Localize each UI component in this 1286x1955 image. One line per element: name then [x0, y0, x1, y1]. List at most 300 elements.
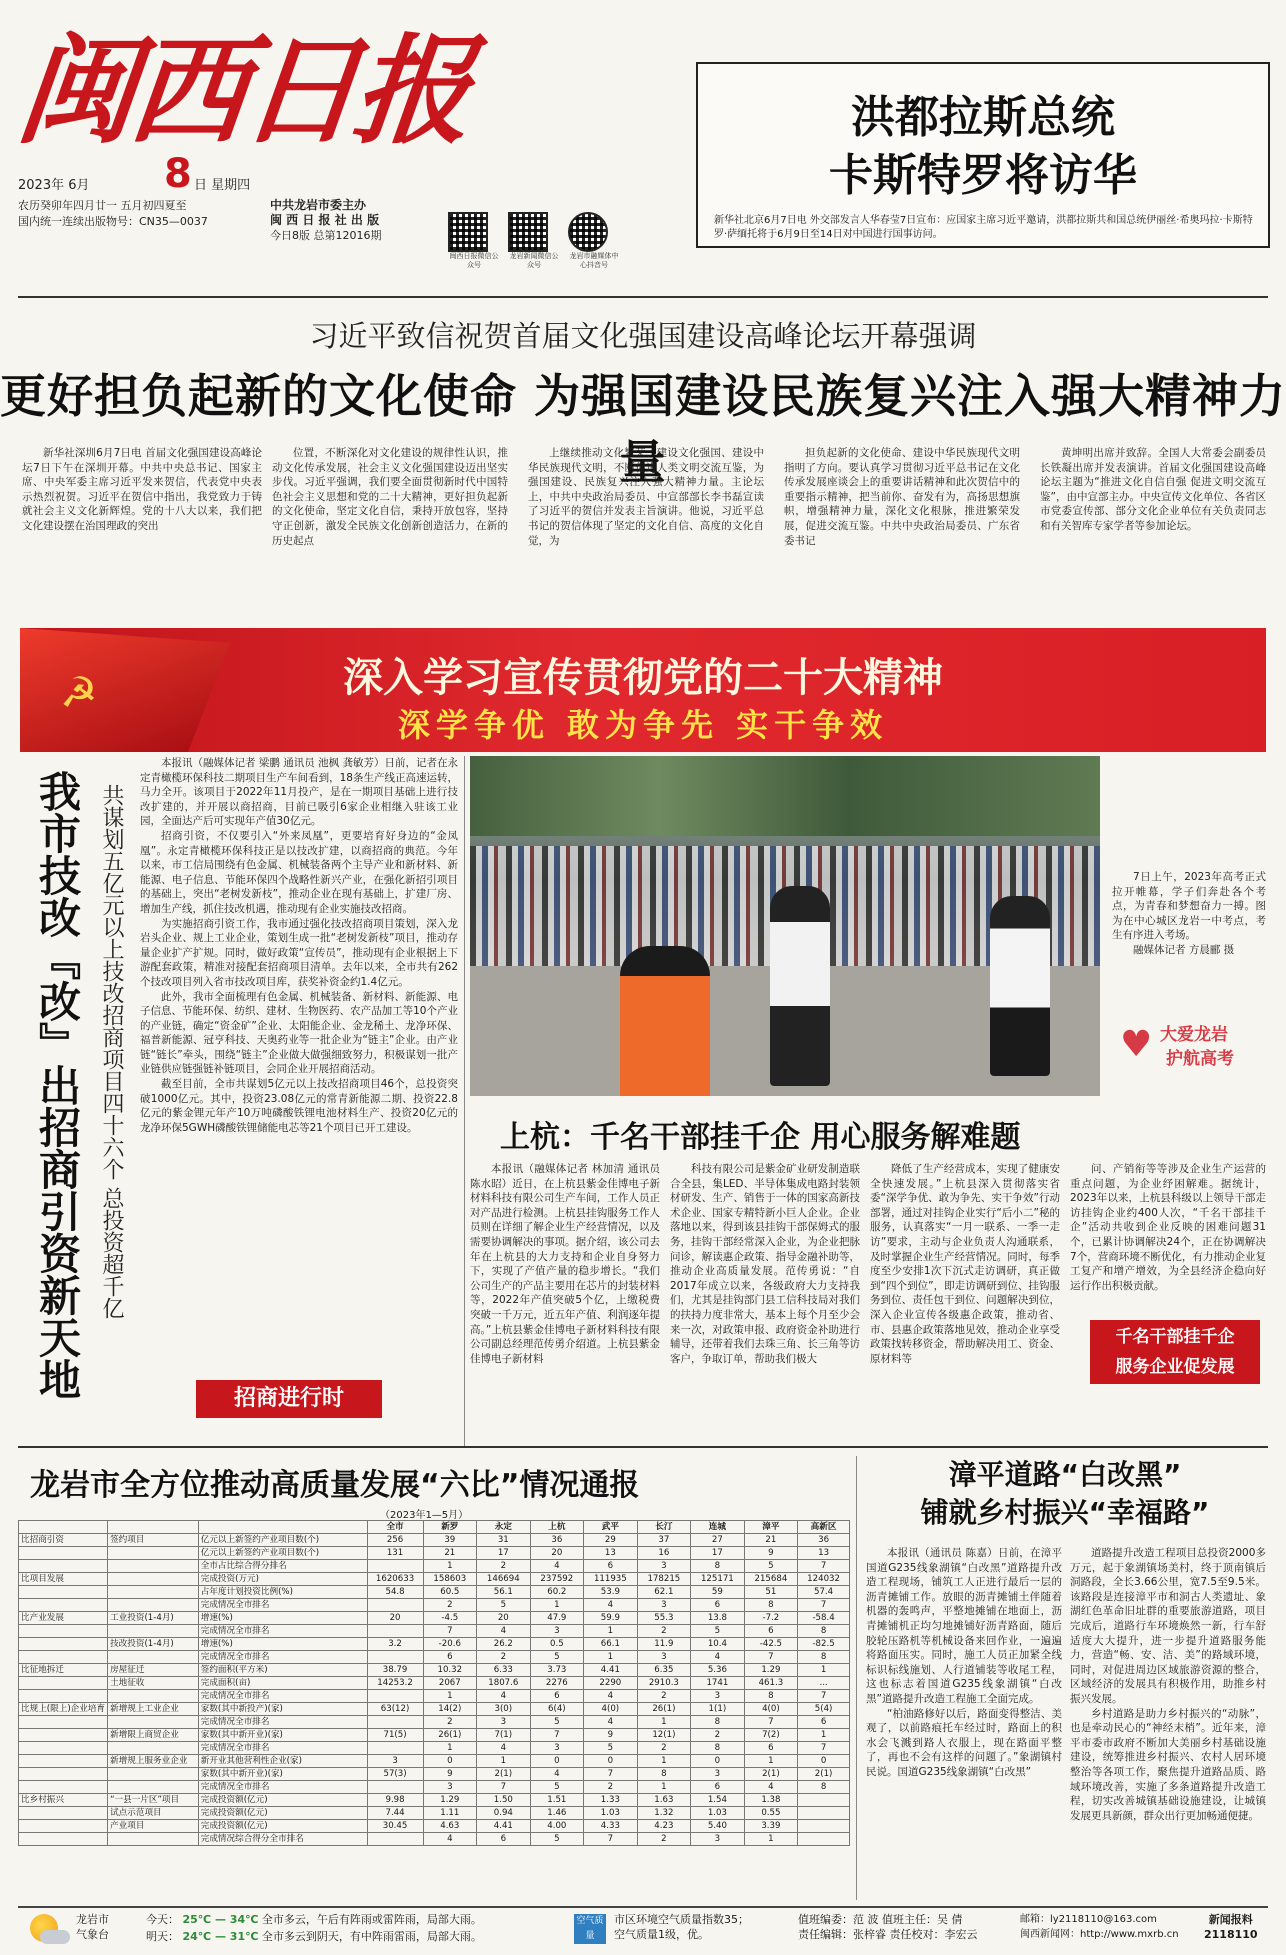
table-cell: 亿元以上新签约产业项目数(个): [198, 1534, 367, 1547]
weather-today: 今天： 25℃ — 34℃ 全市多云，午后有阵雨或雷阵雨，局部大雨。: [146, 1913, 482, 1926]
table-cell: 4.41: [477, 1820, 531, 1833]
table-cell: 1: [798, 1729, 850, 1742]
table-cell: 4(0): [744, 1703, 798, 1716]
table-row: [19, 1703, 850, 1716]
table-cell: [19, 1820, 108, 1833]
table-cell: [367, 1716, 423, 1729]
table-cell: 2: [423, 1599, 477, 1612]
weekday: 日 星期四: [194, 178, 251, 193]
table-row: [19, 1677, 850, 1690]
table-cell: [798, 1794, 850, 1807]
table-cell: 1.11: [423, 1807, 477, 1820]
table-cell: 2: [637, 1742, 691, 1755]
table-cell: 9: [423, 1768, 477, 1781]
table-cell: 7(2): [744, 1729, 798, 1742]
table-cell: 8: [691, 1716, 745, 1729]
table-cell: 家数(其中新投产)(家): [198, 1703, 367, 1716]
table-cell: 71(5): [367, 1729, 423, 1742]
table-header-cell: 新罗: [423, 1521, 477, 1534]
table-cell: 1.46: [530, 1807, 584, 1820]
shanghang-col-2: 科技有限公司是紫金矿业研发制造联合全县，集LED、半导体集成电路封装领材研发、生产、销售于一体的国家高新技术企业、国家专精特新小巨人企业。企业落地以来，得到该县挂钩干部保姆式的服务，挂钩干部经常深入企业，为企业把脉问诊，解读惠企政策、指导金融补助等，推动企业高质量发展。范传勇说：“自2017年成立以来，各级政府大力支持我们，尤其是挂钩部门县工信科技局对我们的扶持力度非常大，基本上每个月至少会来一次，对政策申报、政府资金补助进行辅导，还带着我们去珠三角、长三角等访客户，争取订单，帮助我们极大: [670, 1163, 860, 1365]
table-cell: 256: [367, 1534, 423, 1547]
table-cell: [798, 1820, 850, 1833]
party-banner: [20, 628, 1266, 752]
table-cell: 20: [367, 1612, 423, 1625]
table-cell: 1: [637, 1781, 691, 1794]
photo-credit: 融媒体记者 方晨郦 摄: [1133, 943, 1235, 956]
table-cell: -42.5: [744, 1638, 798, 1651]
publisher-info: [270, 198, 400, 243]
table-cell: 215684: [744, 1573, 798, 1586]
table-cell: 9.98: [367, 1794, 423, 1807]
table-cell: [367, 1651, 423, 1664]
table-cell: -20.6: [423, 1638, 477, 1651]
table-cell: 2290: [584, 1677, 638, 1690]
cn-number: 国内统一连续出版物号：CN35—0037: [18, 215, 208, 228]
table-cell: 1: [637, 1755, 691, 1768]
table-cell: 1: [744, 1755, 798, 1768]
table-row: [19, 1651, 850, 1664]
table-row: [19, 1573, 850, 1586]
table-header-cell: 高新区: [798, 1521, 850, 1534]
table-cell: 2(1): [798, 1768, 850, 1781]
lead-column-1: 新华社深圳6月7日电 首届文化强国建设高峰论坛7日下午在深圳开幕。中共中央总书记、国家主席、中央军委主席习近平发来贺信，代表党中央表示热烈祝贺。习近平在贺信中指出，我党致力于铸就社会主义文化新辉煌。党的十八大以来，我们把文化建设摆在治国理政的突出: [22, 447, 262, 532]
table-cell: 3: [530, 1625, 584, 1638]
table-cell: 0: [691, 1755, 745, 1768]
table-row: [19, 1638, 850, 1651]
table-cell: 60.5: [423, 1586, 477, 1599]
table-cell: 36: [798, 1534, 850, 1547]
gaokao-photo[interactable]: [470, 756, 1100, 1096]
table-cell: 5.36: [691, 1664, 745, 1677]
table-cell: [798, 1833, 850, 1846]
table-cell: 53.9: [584, 1586, 638, 1599]
table-header-row: [19, 1521, 850, 1534]
table-row: [19, 1599, 850, 1612]
table-cell: [367, 1781, 423, 1794]
table-cell: 2: [691, 1729, 745, 1742]
table-cell: 试点示范项目: [108, 1807, 199, 1820]
table-cell: 家数(其中新开业)(家): [198, 1729, 367, 1742]
table-cell: 55.3: [637, 1612, 691, 1625]
table-cell: 0.5: [530, 1638, 584, 1651]
table-cell: 1.32: [637, 1807, 691, 1820]
table-cell: 9: [584, 1729, 638, 1742]
table-cell: 4: [530, 1560, 584, 1573]
table-cell: [19, 1742, 108, 1755]
zhangping-headline[interactable]: 漳平道路“白改黑” 铺就乡村振兴“幸福路”: [920, 1458, 1210, 1529]
table-cell: 4: [584, 1599, 638, 1612]
table-cell: 1.50: [477, 1794, 531, 1807]
table-cell: 8: [798, 1781, 850, 1794]
table-cell: 签约项目: [108, 1534, 199, 1547]
table-cell: [108, 1586, 199, 1599]
table-cell: 36: [530, 1534, 584, 1547]
table-cell: 3: [637, 1560, 691, 1573]
table-cell: 2: [584, 1781, 638, 1794]
table-cell: 2: [637, 1625, 691, 1638]
table-row: [19, 1547, 850, 1560]
qr-code-icon: [568, 212, 608, 252]
badge-line-2: 护航高考: [1166, 1049, 1234, 1069]
qr-label: 龙岩新闻微信公众号: [509, 252, 559, 269]
table-cell: 4: [423, 1833, 477, 1846]
table-cell: 29: [584, 1534, 638, 1547]
table-cell: 3: [367, 1755, 423, 1768]
qr-code-icon: [448, 212, 488, 252]
table-header-cell: 武平: [584, 1521, 638, 1534]
table-cell: 完成情况全市排名: [198, 1599, 367, 1612]
table-row: [19, 1755, 850, 1768]
lead-column-2: 位置，不断深化对文化建设的规律性认识，推动文化传承发展，社会主义文化强国建设迈出坚实步伐。习近平强调，我们要全面贯彻新时代中国特色社会主义思想和党的二十大精神，更好担负起新的文化使命，坚定文化自信，秉持开放包容，坚持守正创新，激发全民族文化创新创造活力，在新的历史起点: [272, 447, 508, 547]
table-cell: 5: [530, 1651, 584, 1664]
table-cell: 60.2: [530, 1586, 584, 1599]
table-cell: 完成情况全市排名: [198, 1716, 367, 1729]
table-cell: 178215: [637, 1573, 691, 1586]
table-cell: 131: [367, 1547, 423, 1560]
table-row: [19, 1742, 850, 1755]
table-cell: 0: [530, 1755, 584, 1768]
table-cell: 57(3): [367, 1768, 423, 1781]
table-cell: 124032: [798, 1573, 850, 1586]
table-cell: 完成情况全市排名: [198, 1781, 367, 1794]
table-cell: 1.03: [691, 1807, 745, 1820]
table-cell: 57.4: [798, 1586, 850, 1599]
table-cell: 7: [584, 1768, 638, 1781]
editors: 值班编委：范 波 值班主任：吴 倩 责任编辑：张梓睿 责任校对：李宏云: [798, 1913, 978, 1941]
publisher-line-2: 闽 西 日 报 社 出 版: [270, 213, 380, 227]
table-cell: 签约面积(平方米): [198, 1664, 367, 1677]
table-cell: 6: [691, 1781, 745, 1794]
table-cell: [19, 1599, 108, 1612]
zhangping-col-1: 本报讯（通讯员 陈嘉）日前，在漳平国道G235线象湖镇“白改黑”道路提升改造工程现场，铺筑工人正进行最后一层的沥青摊铺工作。放眼的沥青摊铺土伴随着机器的轰鸣声，平整地摊铺在地面上，沥青摊铺机正均匀地摊铺好沥青路面，随后胶轮压路机等机械设备来回作业，一遍遍将路面压实。同时，施工人员正加紧全线标识标线施划、人行道铺装等收尾工程，这也标志着国道G235线象湖镇“白改黑”道路提升改造工程施工全面完成。 “柏油路修好以后，路面变得整洁、美观了，以前路痕托车经过时，路面上的积水会飞溅到路人衣服上，现在路面平整了，再也不会有这样的问题了。”象湖镇村民说。国道G235线象湖镇“白改黑”: [866, 1547, 1062, 1778]
table-cell: 比产业发展: [19, 1612, 108, 1625]
table-cell: 37: [637, 1534, 691, 1547]
qr-label: 龙岩市融媒体中心抖音号: [569, 252, 619, 269]
weather-tomorrow: 明天： 24℃ — 31℃ 全市多云到阴天，有中阵雨雷雨，局部大雨。: [146, 1930, 482, 1943]
table-cell: 4: [584, 1716, 638, 1729]
table-row: [19, 1781, 850, 1794]
table-cell: 11.9: [637, 1638, 691, 1651]
lead-headline[interactable]: 更好担负起新的文化使命 为强国建设民族复兴注入强大精神力量: [0, 369, 1286, 489]
table-header-cell: 漳平: [744, 1521, 798, 1534]
table-cell: 158603: [423, 1573, 477, 1586]
year-month: 2023年 6月: [18, 178, 90, 193]
table-row: [19, 1729, 850, 1742]
newspaper-name: 闽西日报: [10, 21, 474, 160]
table-cell: 1: [744, 1833, 798, 1846]
table-cell: 1: [423, 1690, 477, 1703]
table-cell: 新增限上商贸企业: [108, 1729, 199, 1742]
table-cell: 146694: [477, 1573, 531, 1586]
table-header-cell: 上杭: [530, 1521, 584, 1534]
table-cell: 13.8: [691, 1612, 745, 1625]
table-cell: 比征地拆迁: [19, 1664, 108, 1677]
table-cell: 3.2: [367, 1638, 423, 1651]
air-quality-label: 空气质量: [574, 1914, 606, 1944]
table-cell: 4: [530, 1768, 584, 1781]
table-cell: 6: [744, 1742, 798, 1755]
table-cell: 56.1: [477, 1586, 531, 1599]
photo-caption: 7日上午，2023年高考正式拉开帷幕，学子们奔赴各个考点，为青春和梦想奋力一搏。图为在中心城区龙岩一中考点，考生有序进入考场。 融媒体记者 方晨郦 摄: [1112, 871, 1266, 956]
table-cell: 51: [744, 1586, 798, 1599]
badge-line-1: 大爱龙岩: [1160, 1025, 1228, 1045]
table-cell: 完成情况全市排名: [198, 1742, 367, 1755]
table-cell: 产业项目: [108, 1820, 199, 1833]
news-hotline[interactable]: 新闻报料 2118110: [1204, 1913, 1258, 1941]
table-cell: 2276: [530, 1677, 584, 1690]
table-cell: 3.39: [744, 1820, 798, 1833]
table-cell: [19, 1560, 108, 1573]
table-cell: 完成投资(万元): [198, 1573, 367, 1586]
lunar-date: 农历癸卯年四月廿一 五月初四夏至: [18, 199, 187, 212]
weather-station: 龙岩市 气象台: [76, 1913, 109, 1941]
table-cell: 1.29: [423, 1794, 477, 1807]
table-header-cell: [198, 1521, 367, 1534]
table-cell: 1741: [691, 1677, 745, 1690]
table-cell: [108, 1573, 199, 1586]
table-cell: [108, 1560, 199, 1573]
table-cell: [108, 1547, 199, 1560]
table-cell: 3: [477, 1716, 531, 1729]
table-cell: 1: [423, 1742, 477, 1755]
table-cell: 20: [477, 1612, 531, 1625]
table-row: [19, 1690, 850, 1703]
table-row: [19, 1833, 850, 1846]
table-cell: 3: [530, 1742, 584, 1755]
table-cell: 1: [584, 1625, 638, 1638]
lead-column-4: 担负起新的文化使命、建设中华民族现代文明指明了方向。要认真学习贯彻习近平总书记在文化传承发展座谈会上的重要讲话精神和此次贺信中的重要指示精神，把当前你、奋发有为，高扬思想旗帜，增强精神力量，深化文化根脉，推进繁荣发展，促进交流互鉴。中共中央政治局委员、广东省委书记: [784, 447, 1020, 547]
hammer-sickle-icon: ☭: [60, 668, 98, 717]
table-cell: 9: [744, 1547, 798, 1560]
table-cell: 31: [477, 1534, 531, 1547]
qr-label: 闽西日报微信公众号: [449, 252, 499, 269]
table-row: [19, 1625, 850, 1638]
table-cell: [367, 1625, 423, 1638]
qr-code-2[interactable]: [508, 212, 560, 270]
table-cell: 1.63: [637, 1794, 691, 1807]
tech-headline[interactable]: 我市技改『改』出招商引资新天地: [33, 770, 82, 1400]
table-cell: “一县一片区”项目: [108, 1794, 199, 1807]
table-cell: 30.45: [367, 1820, 423, 1833]
contact-info[interactable]: 邮箱：ly2118110@163.com 闽西新闻网：http://www.mxrb.cn: [1020, 1914, 1179, 1940]
table-cell: 1: [584, 1651, 638, 1664]
table-cell: 2: [477, 1651, 531, 1664]
table-cell: 6: [477, 1833, 531, 1846]
table-cell: 4.00: [530, 1820, 584, 1833]
table-cell: 完成情况全市排名: [198, 1690, 367, 1703]
table-cell: 新增规上工业企业: [108, 1703, 199, 1716]
gaokao-badge: [1120, 1016, 1260, 1074]
table-cell: 4: [584, 1690, 638, 1703]
issue-day: 8: [164, 151, 192, 197]
table-cell: 21: [744, 1534, 798, 1547]
table-cell: 完成投资额(亿元): [198, 1807, 367, 1820]
table-cell: 4: [691, 1651, 745, 1664]
table-cell: 4: [477, 1742, 531, 1755]
table-cell: 10.32: [423, 1664, 477, 1677]
table-cell: 完成投资额(亿元): [198, 1794, 367, 1807]
table-cell: [19, 1690, 108, 1703]
table-cell: 8: [691, 1560, 745, 1573]
table-cell: 比项目发展: [19, 1573, 108, 1586]
top-news-box[interactable]: [696, 62, 1270, 248]
table-cell: [108, 1833, 199, 1846]
table-cell: 占年度计划投资比例(%): [198, 1586, 367, 1599]
table-cell: 2: [637, 1833, 691, 1846]
table-row: [19, 1768, 850, 1781]
six-table: [18, 1520, 850, 1846]
table-cell: 1: [477, 1755, 531, 1768]
table-cell: 59.9: [584, 1612, 638, 1625]
table-cell: 4: [744, 1781, 798, 1794]
table-cell: 111935: [584, 1573, 638, 1586]
table-cell: 7: [798, 1560, 850, 1573]
table-cell: 2: [423, 1716, 477, 1729]
table-cell: [108, 1690, 199, 1703]
table-cell: 3: [691, 1768, 745, 1781]
table-cell: 54.8: [367, 1586, 423, 1599]
table-cell: 20: [530, 1547, 584, 1560]
table-cell: 1807.6: [477, 1677, 531, 1690]
table-cell: 2: [477, 1560, 531, 1573]
table-cell: [19, 1807, 108, 1820]
table-cell: [108, 1768, 199, 1781]
table-cell: [19, 1638, 108, 1651]
table-row: [19, 1794, 850, 1807]
table-cell: 4.33: [584, 1820, 638, 1833]
table-cell: 1.54: [691, 1794, 745, 1807]
table-cell: 1(1): [691, 1703, 745, 1716]
table-cell: 0: [584, 1755, 638, 1768]
table-cell: 6(4): [530, 1703, 584, 1716]
table-cell: 7: [744, 1716, 798, 1729]
zhangping-col-2: 道路提升改造工程项目总投资2000多万元，起于象湖镇场美村，终于顶南镇后洞路段，全长3.66公里，宽7.5至9.5米。该路段是连接漳平市和洞古人类遗址、象湖红色革命旧址群的重要旅游道路，项目完成后，道路行车环境焕然一新，行车舒适度大大提升，进一步提升道路服务能力，营造“畅、安、洁、美”的路域环境，同时，对促进周边区域旅游资源的整合，区域经济的发展具有积极作用，助推乡村振兴发展。 乡村道路是助力乡村振兴的“动脉”，也是牵动民心的“神经末梢”。近年来，漳平市委市政府不断加大美丽乡村基础设施建设，统筹推进乡村振兴、农村人居环境整治等各项工作，聚焦提升道路品质、路域环境改善，实施了多条道路提升改造工程，切实改善城镇基础设施建设，让城镇发展更具新颜，群众出行更加畅通便捷。: [1070, 1547, 1266, 1822]
table-cell: 3(0): [477, 1703, 531, 1716]
shanghang-col-4: 问、产销衔等等涉及企业生产运营的重点问题，为企业纾困解难。据统计，2023年以来，上杭县科级以上领导干部走访挂钩企业约400人次，“千名干部挂千企”活动共收到企业反映的困难问题31个，已累计协调解决24个，正在协调解决7个，营商环境不断优化，有力推动企业复工复产和增产增效，为全县经济企稳向好运行作出积极贡献。: [1070, 1163, 1266, 1292]
table-row: [19, 1807, 850, 1820]
table-cell: [108, 1781, 199, 1794]
table-cell: 7: [798, 1690, 850, 1703]
table-cell: 完成情况全市排名: [198, 1625, 367, 1638]
table-cell: 3: [637, 1651, 691, 1664]
table-cell: 1.38: [744, 1794, 798, 1807]
table-cell: 完成投资额(亿元): [198, 1820, 367, 1833]
weather-cloud-icon: [40, 1930, 70, 1944]
table-cell: 237592: [530, 1573, 584, 1586]
table-cell: [108, 1716, 199, 1729]
table-cell: 7.44: [367, 1807, 423, 1820]
table-cell: 7: [584, 1833, 638, 1846]
banner-line-2: 深学争优 敢为争先 实干争效: [397, 706, 889, 744]
table-cell: 5: [530, 1716, 584, 1729]
table-cell: 5(4): [798, 1703, 850, 1716]
table-cell: 2(1): [744, 1768, 798, 1781]
table-cell: 技改投资(1-4月): [108, 1638, 199, 1651]
table-cell: ...: [798, 1677, 850, 1690]
table-cell: 8: [798, 1625, 850, 1638]
table-cell: 17: [477, 1547, 531, 1560]
table-cell: 比规上(限上)企业培育: [19, 1703, 108, 1716]
table-cell: 59: [691, 1586, 745, 1599]
table-cell: 1: [637, 1716, 691, 1729]
table-cell: -58.4: [798, 1612, 850, 1625]
table-cell: 6.35: [637, 1664, 691, 1677]
table-cell: 6: [691, 1599, 745, 1612]
table-cell: 2910.3: [637, 1677, 691, 1690]
table-cell: 13: [584, 1547, 638, 1560]
tech-tag: 招商进行时: [196, 1380, 382, 1418]
table-cell: [19, 1547, 108, 1560]
shanghang-tag: 千名干部挂千企 服务企业促发展: [1090, 1320, 1260, 1384]
table-cell: 4: [477, 1625, 531, 1638]
table-cell: 1620633: [367, 1573, 423, 1586]
table-cell: 0.94: [477, 1807, 531, 1820]
table-cell: 3: [423, 1781, 477, 1794]
qr-code-1[interactable]: [448, 212, 500, 270]
table-cell: 1.03: [584, 1807, 638, 1820]
six-table-title: 龙岩市全方位推动高质量发展“六比”情况通报: [30, 1468, 640, 1503]
table-cell: 63(12): [367, 1703, 423, 1716]
top-news-title-1: 洪都拉斯总统: [851, 92, 1115, 143]
table-cell: -4.5: [423, 1612, 477, 1625]
table-cell: 8: [744, 1599, 798, 1612]
qr-code-3[interactable]: [568, 212, 620, 270]
banner-line-1: 深入学习宣传贯彻党的二十大精神: [343, 655, 943, 701]
table-cell: 7: [744, 1651, 798, 1664]
masthead-logo: [10, 6, 478, 176]
table-row: [19, 1612, 850, 1625]
table-header-cell: [108, 1521, 199, 1534]
table-cell: 8: [798, 1651, 850, 1664]
table-cell: 4.41: [584, 1664, 638, 1677]
table-cell: [19, 1625, 108, 1638]
table-cell: 工业投资(1-4月): [108, 1612, 199, 1625]
table-cell: 47.9: [530, 1612, 584, 1625]
table-cell: 4(0): [584, 1703, 638, 1716]
table-cell: 全市占比综合得分排名: [198, 1560, 367, 1573]
table-header-cell: 长汀: [637, 1521, 691, 1534]
table-cell: 7: [423, 1625, 477, 1638]
table-cell: 461.3: [744, 1677, 798, 1690]
shanghang-headline[interactable]: 上杭：千名干部挂千企 用心服务解难题: [500, 1120, 1021, 1155]
table-cell: 2067: [423, 1677, 477, 1690]
lead-column-5: 黄坤明出席并致辞。全国人大常委会副委员长铁凝出席并发表演讲。首届文化强国建设高峰论坛主题为“推进文化自信自强 促进文明交流互鉴”，由中宣部主办。中央宣传文化单位、各省区市党委宣传部、部分文化企业单位有关负责同志和有关智库专家学者等参加论坛。: [1040, 447, 1266, 532]
table-cell: 27: [691, 1534, 745, 1547]
table-cell: 39: [423, 1534, 477, 1547]
table-cell: 5: [584, 1742, 638, 1755]
table-cell: 125171: [691, 1573, 745, 1586]
table-cell: 13: [798, 1547, 850, 1560]
table-cell: 2(1): [477, 1768, 531, 1781]
table-cell: 66.1: [584, 1638, 638, 1651]
table-cell: 增速(%): [198, 1638, 367, 1651]
issue-date: [18, 151, 258, 230]
top-news-body: 新华社北京6月7日电 外交部发言人华春莹7日宣布：应国家主席习近平邀请，洪都拉斯共和国总统伊丽丝·希奥玛拉·卡斯特罗·萨缅托将于6月9日至14日对中国进行国事访问。: [714, 215, 1253, 240]
lead-column-3: 上继续推动文化繁荣、建设文化强国、建设中华民族现代文明，不断促进人类文明交流互鉴，为强国建设、民族复兴注入强大精神力量。主论坛上，中共中央政治局委员、中宣部部长李书磊宣读了习近平的贺信并发表主旨演讲。他说，习近平总书记的贺信体现了坚定的文化自信、高度的文化自觉，为: [528, 447, 764, 547]
table-cell: [798, 1807, 850, 1820]
table-cell: 4.63: [423, 1820, 477, 1833]
table-row: [19, 1560, 850, 1573]
table-cell: 1.51: [530, 1794, 584, 1807]
table-cell: 6.33: [477, 1664, 531, 1677]
table-cell: 5: [744, 1560, 798, 1573]
table-cell: 26(1): [423, 1729, 477, 1742]
table-cell: 完成情况综合得分全市排名: [198, 1833, 367, 1846]
table-cell: 6: [744, 1625, 798, 1638]
table-cell: 新开业其他营利性企业(家): [198, 1755, 367, 1768]
table-cell: 增速(%): [198, 1612, 367, 1625]
